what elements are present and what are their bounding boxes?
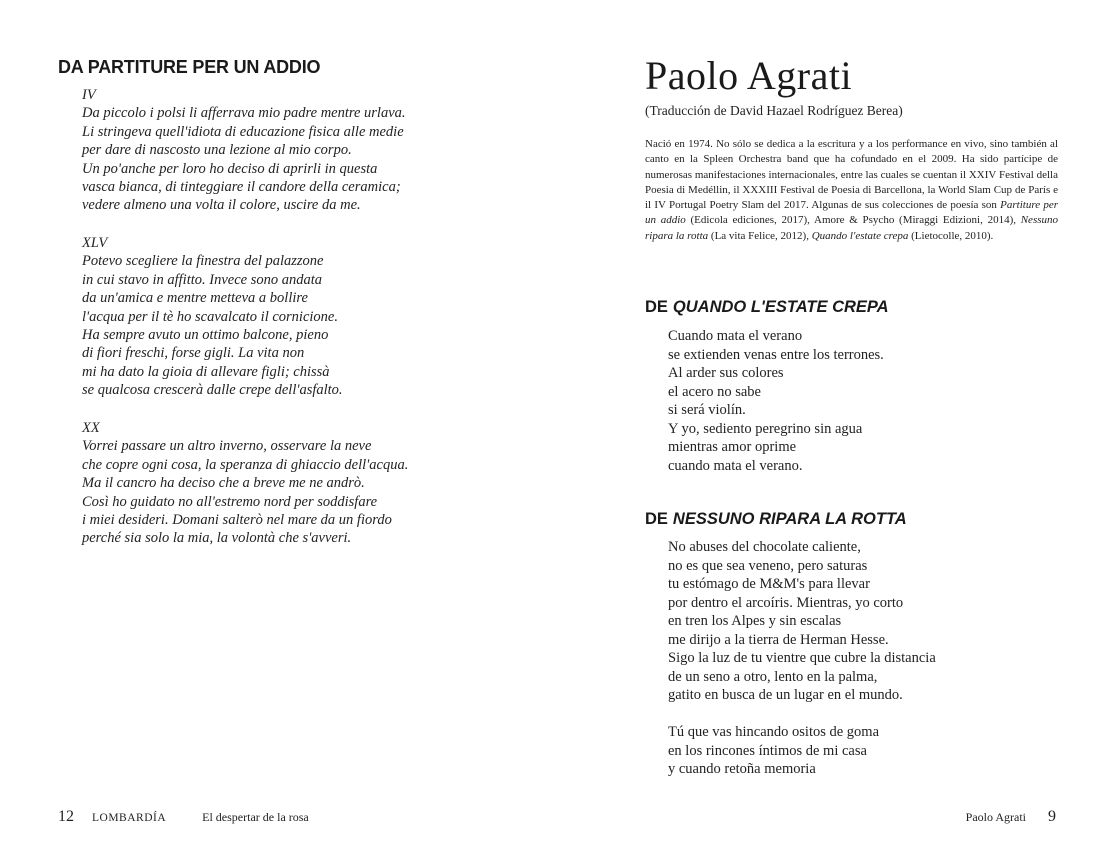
footer-region: LOMBARDÍA bbox=[92, 812, 167, 824]
right-page bbox=[557, 0, 1114, 860]
footer-book-title: El despertar de la rosa bbox=[202, 810, 309, 824]
poem-line: me dirijo a la tierra de Herman Hesse. bbox=[668, 631, 889, 648]
bio-text: (La vita Felice, 2012), bbox=[708, 229, 812, 242]
page-number: 9 bbox=[1048, 808, 1056, 825]
poem-line: in cui stavo in affitto. Invece sono andata bbox=[82, 271, 323, 288]
poem-line: di fiori freschi, forse gigli. La vita non bbox=[82, 345, 305, 362]
poem-section-iv bbox=[82, 86, 422, 215]
poem-collection-title: DA PARTITURE PER UN ADDIO bbox=[58, 57, 321, 77]
poem-section-xx bbox=[82, 419, 422, 548]
poem-body bbox=[668, 538, 1028, 705]
poem-line: de un seno a otro, lento en la palma, bbox=[668, 668, 878, 685]
poem-line: vasca bianca, di tinteggiare il candore della ceramica; bbox=[82, 179, 401, 196]
poem-line: vedere almeno una volta il colore, uscire da me. bbox=[82, 197, 361, 214]
poem-line: i miei desideri. Domani salterò nel mare da un fiordo bbox=[82, 512, 392, 529]
poem-line: mi ha dato la gioia di allevare figli; chissà bbox=[82, 363, 330, 380]
translator-credit: (Traducción de David Hazael Rodríguez Berea) bbox=[645, 103, 903, 118]
poem-line: se qualcosa crescerà dalle crepe dell'asfalto. bbox=[82, 382, 343, 399]
poem-line: Vorrei passare un altro inverno, osservare la neve bbox=[82, 438, 372, 455]
poem-line: Cuando mata el verano bbox=[668, 328, 803, 344]
poem-section-xlv bbox=[82, 234, 422, 400]
poem-line: en tren los Alpes y sin escalas bbox=[668, 613, 842, 629]
poem-body bbox=[668, 327, 1028, 475]
section-number: IV bbox=[82, 87, 96, 103]
poem-line: en los rincones íntimos de mi casa bbox=[668, 742, 867, 759]
author-bio bbox=[645, 137, 1058, 244]
poem-title-prefix: DE bbox=[645, 298, 668, 316]
poem-line: mientras amor oprime bbox=[668, 439, 797, 455]
bio-text: Nació en 1974. No sólo se dedica a la escritura y a los performance en vivo, sino también al canto en la Spleen Orchestra band que ha cofundado en el 2009. Ha sido partícipe de numerosas manifestaciones internacionales, entre las cuales se cuentan il XXIV Festival della Poesia di Medéllin, il XXXIII Festival de Poesia di Barcellona, la World Slam Cup de París e il IV Portugal Poetry Slam del 2017. Algunas de sus colecciones de poesía son bbox=[645, 138, 1058, 212]
poem-title bbox=[645, 510, 907, 529]
poem-line: Ma il cancro ha deciso che a breve me ne andrò. bbox=[82, 475, 365, 492]
poem-line: cuando mata el verano. bbox=[668, 457, 803, 474]
poem-line: Potevo scegliere la finestra del palazzone bbox=[82, 253, 324, 270]
bio-text: (Edicola ediciones, 2017), Amore & Psycho (Miraggi Edizioni, 2014), bbox=[685, 214, 1021, 227]
poem-title bbox=[645, 298, 889, 317]
footer-author: Paolo Agrati bbox=[965, 810, 1026, 824]
left-page-footer bbox=[58, 808, 309, 826]
poem-stanza bbox=[668, 723, 1028, 779]
page-number: 12 bbox=[58, 808, 74, 825]
poem-title-prefix: DE bbox=[645, 510, 668, 528]
poem-line: No abuses del chocolate caliente, bbox=[668, 539, 861, 555]
poem-line: por dentro el arcoíris. Mientras, yo corto bbox=[668, 594, 904, 611]
poem-line: per dare di nascosto una lezione al mio corpo. bbox=[82, 142, 352, 159]
bio-text: (Lietocolle, 2010). bbox=[908, 229, 994, 242]
poem-title-text: QUANDO L'ESTATE CREPA bbox=[672, 298, 889, 316]
poem-line: Così ho guidato no all'estremo nord per soddisfare bbox=[82, 493, 378, 510]
poem-line: Ha sempre avuto un ottimo balcone, pieno bbox=[82, 327, 329, 344]
right-page-footer bbox=[966, 808, 1056, 826]
poem-line: Un po'anche per loro ho deciso di aprirli in questa bbox=[82, 160, 378, 177]
poem-line: Sigo la luz de tu vientre que cubre la distancia bbox=[668, 650, 936, 666]
poem-line: gatito en busca de un lugar en el mundo. bbox=[668, 687, 903, 703]
author-name: Paolo Agrati bbox=[645, 53, 853, 98]
poem-line: el acero no sabe bbox=[668, 383, 761, 400]
poem-line: che copre ogni cosa, la speranza di ghiaccio dell'acqua. bbox=[82, 456, 409, 473]
section-number: XX bbox=[82, 420, 100, 436]
poem-line: da un'amica e mentre metteva a bollire bbox=[82, 290, 308, 307]
bio-book-title: Partiture per un addio bbox=[645, 199, 1058, 227]
section-number: XLV bbox=[82, 235, 108, 251]
poem-line: se extienden venas entre los terrones. bbox=[668, 346, 884, 363]
poem-line: no es que sea veneno, pero saturas bbox=[668, 557, 868, 574]
bio-book-title: Quando l'estate crepa bbox=[811, 229, 909, 242]
poem-line: Da piccolo i polsi li afferrava mio padre mentre urlava. bbox=[82, 105, 406, 122]
poem-line: y cuando retoña memoria bbox=[668, 761, 816, 777]
poem-line: Y yo, sediento peregrino sin agua bbox=[668, 420, 863, 437]
poem-line: Li stringeva quell'idiota di educazione fisica alle medie bbox=[82, 123, 404, 140]
poem-title-text: NESSUNO RIPARA LA ROTTA bbox=[672, 510, 907, 528]
poem-line: si será violín. bbox=[668, 402, 746, 418]
poem-line: perché sia solo la mia, la volontà che s'avveri. bbox=[82, 530, 352, 547]
poem-line: Al arder sus colores bbox=[668, 365, 784, 381]
poem-line: Tú que vas hincando ositos de goma bbox=[668, 724, 880, 740]
bio-book-title: Nessuno ripara la rotta bbox=[645, 214, 1058, 242]
poem-line: tu estómago de M&M's para llevar bbox=[668, 576, 870, 592]
poem-line: l'acqua per il tè ho scavalcato il cornicione. bbox=[82, 308, 338, 325]
